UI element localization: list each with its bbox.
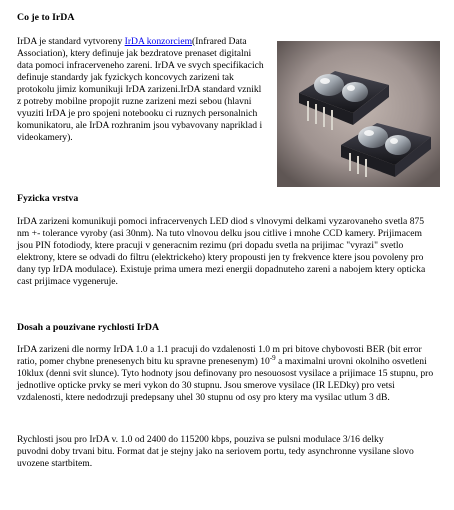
range-paragraph — [17, 344, 441, 404]
physical-layer-paragraph: IrDA zarizeni komunikuji pomoci infracervenych LED diod s vlnovymi delkami vyzarovaneho svetla 875 nm +- tolerance vyroby (asi 30nm). Na tuto vlnovou delku jsou citlive i mnohe CCD kamery. Prijimacem jsou PIN fotodiody, ktere pracuji v generacnim rezimu (pri dopadu svetla na prijimac "vyrazi" svetlo elektrony, ktere se odvadi do filtru (elektrickeho) ktery propousti jen ty frekvence ktere jsou povoleny pro dany typ IrDA modulace). Existuje prima umera mezi energii dopadnuteho zareni a nabojem ktery opticka cast prijimace vygeneruje. — [17, 216, 426, 287]
range-text-end: a maximalni urovni okolniho osvetleni 10klux (denni svit slunce). Tyto hodnoty jsou definovany pro nesouosost vysilace a prijimace 15 stupnu, pro jednotlive opticke prvky se meri vykon do 30 stupnu. Jsou smerove vysilace (IR LEDky) pro vetsi vzdalenosti, ktere nedodrzuji predepsany uhel 30 stupnu od osy pro ktery ma vysilac utlum 3 dB. — [17, 356, 434, 403]
intro-paragraph — [17, 36, 267, 144]
ber-exponent: -9 — [269, 353, 276, 362]
heading-physical-layer: Fyzicka vrstva — [17, 193, 79, 204]
heading-what-is-irda: Co je to IrDA — [17, 12, 75, 23]
heading-range-and-speeds: Dosah a pouzivane rychlosti IrDA — [17, 322, 160, 333]
irda-consortium-link[interactable]: IrDA konzorciem — [124, 36, 193, 47]
intro-text-end: (Infrared Data Association), ktery definuje jak bezdratove prenaset digitalni data pomoci infracerveneho zareni. IrDA ve svych specifikacich definuje standardy jak fyzickych koncovych zarizeni tak protokolu jimiz komunikuji IrDA zarizeni.IrDA standard vznikl z potreby mobilne propojit ruzne zarizeni mezi sebou (hlavni vyuziti IrDA je pro spojeni notebooku ci ruznych personalnich komunikatoru, ale IrDA rozhranim jsou vybavovany napriklad i videokamery). — [17, 36, 264, 143]
intro-text-start: IrDA je standard vytvoreny — [17, 36, 125, 47]
range-text-start: IrDA zarizeni dle normy IrDA 1.0 a 1.1 pracuji do vzdalenosti 1.0 m pri bitove chybovosti BER (bit error ratio, pomer chybne prenesenych bitu ku spravne prenesenym) 10 — [17, 344, 422, 367]
irda-modules-photo — [277, 41, 440, 187]
speeds-paragraph: Rychlosti jsou pro IrDA v. 1.0 od 2400 do 115200 kbps, pouziva se pulsni modulace 3/16 delky puvodni doby trvani bitu. Format dat je stejny jako na seriovem portu, tedy asynchronne vysilane slovo uvozene startbitem. — [17, 434, 414, 469]
